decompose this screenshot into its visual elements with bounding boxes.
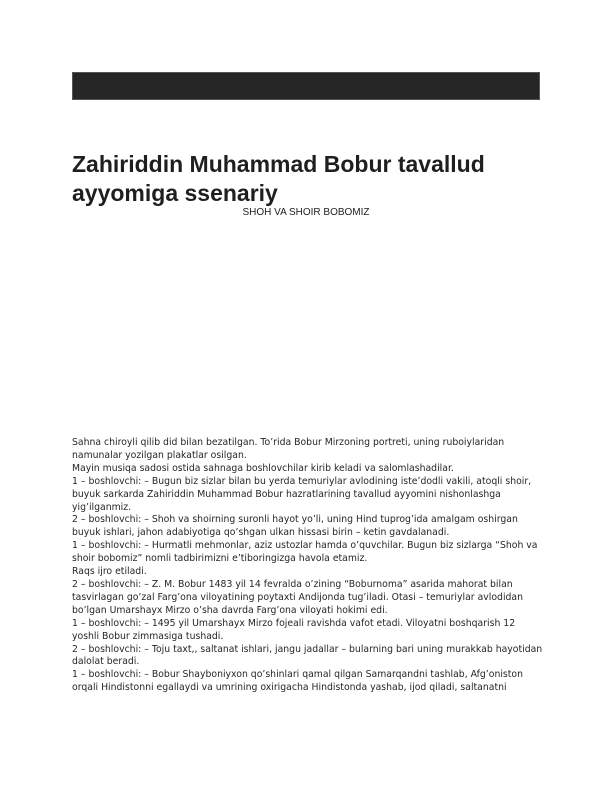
paragraph-dance: Raqs ijro etiladi. [72,566,147,578]
document-subtitle: SHOH VA SHOIR BOBOMIZ [242,207,370,218]
paragraph-host2-life-path: 2 – boshlovchi: – Shoh va shoirning suronli hayot yo’li, uning Hind tuprog’ida amalgam oshirgan buyuk ishlari, jahon adabiyotiga qo’shgan ulkan hissasi birin – ketin gavdalanadi. [72,514,518,539]
paragraph-host1-1495: 1 – boshlovchi: – 1495 yil Umarshayx Mirzo fojeali ravishda vafot etadi. Viloyatni boshqarish 12 yoshli Bobur zimmasiga tushadi. [72,617,516,642]
paragraph-host1-india: 1 – boshlovchi: – Bobur Shayboniyxon qo’shinlari qamal qilgan Samarqandni tashlab, Afg’oniston orqali Hindistonni egallaydi va umrining oxirigacha Hindistonda yashab, ijod qiladi, saltanatni [72,669,523,694]
header-bar [72,72,540,100]
paragraph-host1-greeting: 1 – boshlovchi: – Bugun biz sizlar bilan bu yerda temuriylar avlodining iste’dodli vakili, atoqli shoir, buyuk sarkarda Zahiriddin Muhammad Bobur hazratlarining tavallud ayyomini nishonlashga yig’ilganmiz. [72,475,532,513]
paragraph-host2-birth: 2 – boshlovchi: – Z. M. Bobur 1483 yil 14 fevralda o’zining “Boburnoma” asarida mahorat bilan tasvirlagan go’zal Farg’ona viloyatining poytaxti Andijonda tug’iladi. Otasi – temuriylar avlodidan bo’lgan Umarshayx Mirzo o’sha davrda Farg’ona viloyati hokimi edi. [72,578,524,616]
document-body [72,437,544,695]
paragraph-stage-description: Sahna chiroyli qilib did bilan bezatilgan. To’rida Bobur Mirzoning portreti, uning ruboiylaridan namunalar yozilgan plakatlar osilgan. [72,437,505,461]
paragraph-host1-welcome: 1 – boshlovchi: – Hurmatli mehmonlar, aziz ustozlar hamda o’quvchilar. Bugun biz sizlarga “Shoh va shoir bobomiz” nomli tadbirimizni e’tiboringizga havola etamiz. [72,540,538,565]
paragraph-host2-throne: 2 – boshlovchi: – Toju taxt,, saltanat ishlari, jangu jadallar – bularning bari uning murakkab hayotidan dalolat beradi. [72,643,543,668]
document-title: Zahiriddin Muhammad Bobur tavallud ayyomiga ssenariy [72,151,485,206]
paragraph-music: Mayin musiqa sadosi ostida sahnaga boshlovchilar kirib keladi va salomlashadilar. [72,462,454,474]
